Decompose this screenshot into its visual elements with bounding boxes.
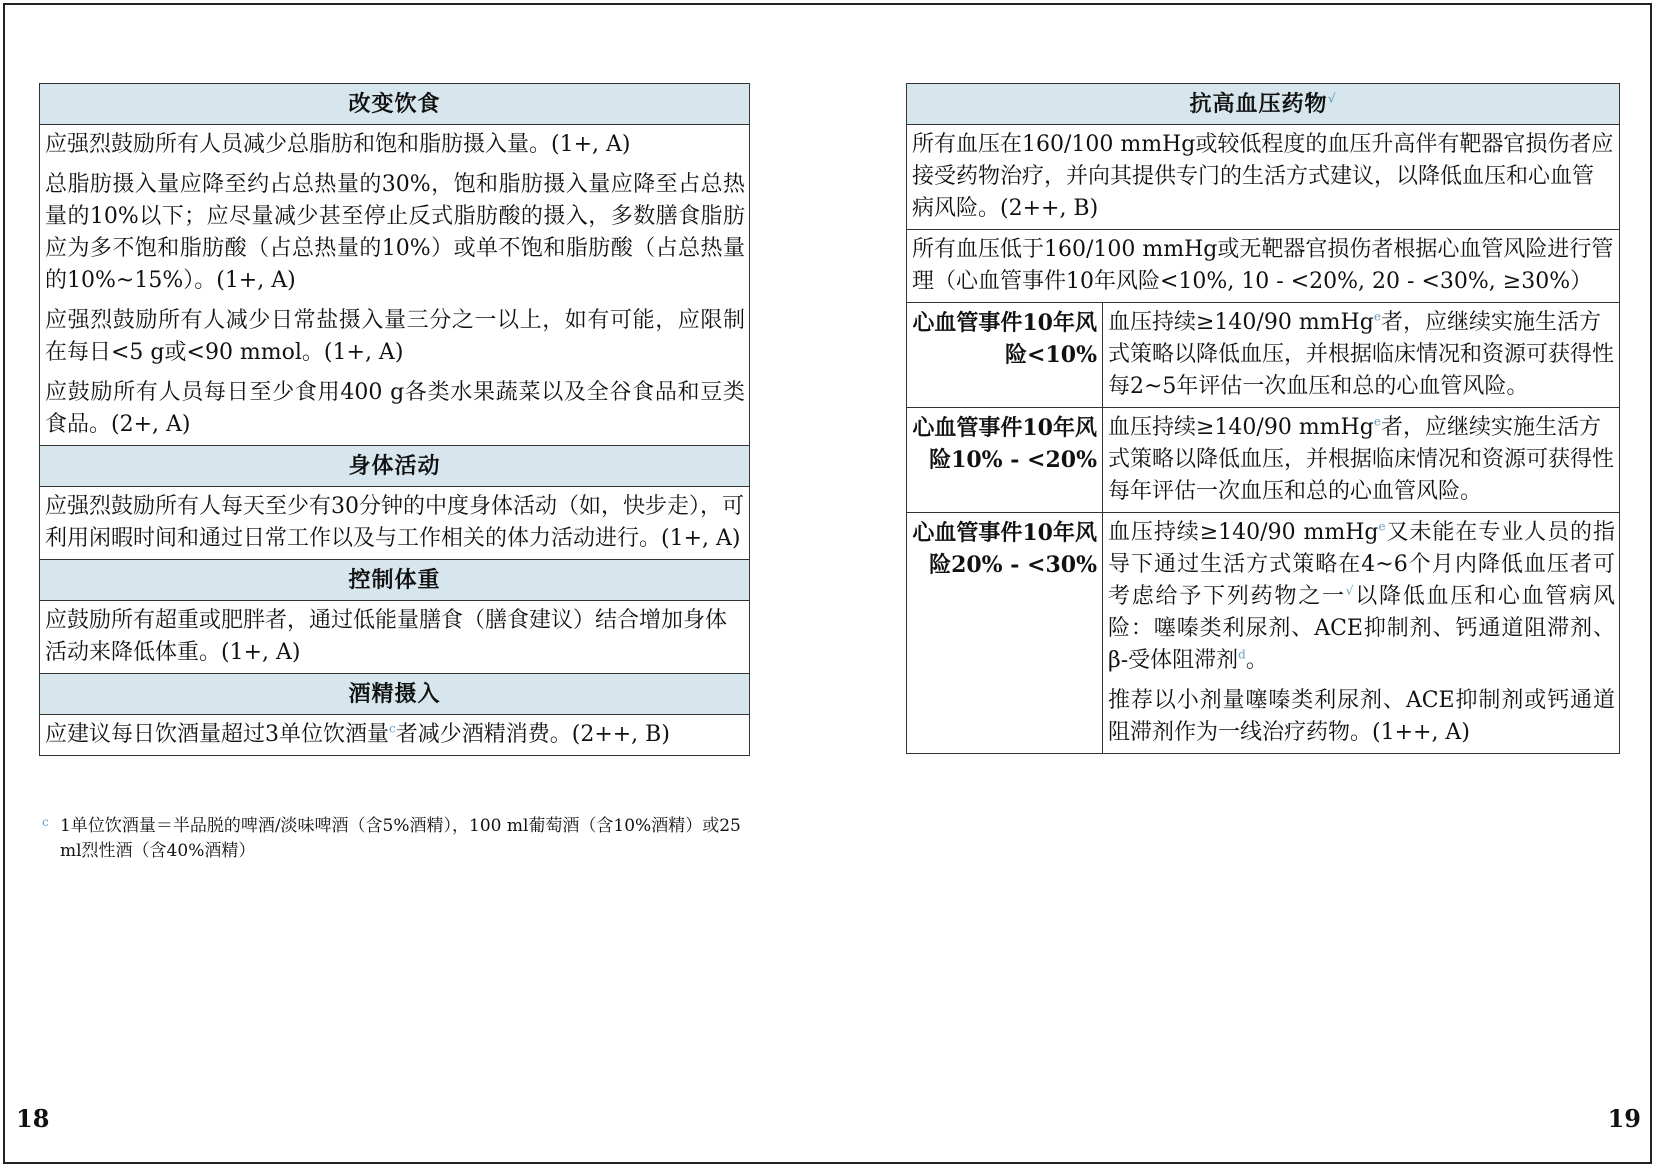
section-header-alcohol: 酒精摄入 bbox=[40, 674, 750, 715]
risk-label: 心血管事件10年风险20% - <30% bbox=[907, 513, 1103, 754]
weight-text: 应鼓励所有超重或肥胖者，通过低能量膳食（膳食建议）结合增加身体活动来降低体重。(1+, A) bbox=[40, 601, 750, 674]
section-header-weight: 控制体重 bbox=[40, 560, 750, 601]
title-superscript: √ bbox=[1327, 91, 1337, 106]
risk-label: 心血管事件10年风险10% - <20% bbox=[907, 408, 1103, 513]
footnote-mark: c bbox=[42, 815, 49, 829]
risk-label: 心血管事件10年风险<10% bbox=[907, 303, 1103, 408]
intro-paragraph-1: 所有血压在160/100 mmHg或较低程度的血压升高伴有靶器官损伤者应接受药物治疗，并向其提供专门的生活方式建议，以降低血压和心血管病风险。(2++, B) bbox=[907, 125, 1620, 230]
footnote-text: 1单位饮酒量＝半品脱的啤酒/淡味啤酒（含5%酒精），100 ml葡萄酒（含10%酒精）或25 ml烈性酒（含40%酒精） bbox=[60, 816, 741, 861]
alcohol-text: 应建议每日饮酒量超过3单位饮酒量$^c$者减少酒精消费。(2++, B) bbox=[40, 715, 750, 756]
risk-advice: 血压持续≥140/90 mmHg$^e$者，应继续实施生活方式策略以降低血压，并根据临床情况和资源可获得性每年评估一次血压和总的心血管风险。 bbox=[1103, 408, 1620, 513]
diet-item: 应强烈鼓励所有人减少日常盐摄入量三分之一以上，如有可能，应限制在每日<5 g或<90 mmol。(1+, A) bbox=[45, 308, 745, 365]
diet-content bbox=[40, 125, 750, 446]
risk-advice bbox=[1103, 513, 1620, 754]
diet-item: 总脂肪摄入量应降至约占总热量的30%，饱和脂肪摄入量应降至占总热量的10%以下；应尽量减少甚至停止反式脂肪酸的摄入，多数膳食脂肪应为多不饱和脂肪酸（占总热量的10%）或单不饱和脂肪酸（占总热量的10%~15%）。(1+, A) bbox=[45, 172, 745, 293]
section-header-diet: 改变饮食 bbox=[40, 84, 750, 125]
lifestyle-table bbox=[39, 83, 750, 756]
activity-text: 应强烈鼓励所有人每天至少有30分钟的中度身体活动（如，快步走），可利用闲暇时间和通过日常工作以及与工作相关的体力活动进行。(1+, A) bbox=[40, 487, 750, 560]
page-number-left: 18 bbox=[16, 1104, 50, 1133]
section-header-activity: 身体活动 bbox=[40, 446, 750, 487]
diet-item: 应鼓励所有人员每日至少食用400 g各类水果蔬菜以及全谷食品和豆类食品。(2+, A) bbox=[45, 380, 745, 437]
page-number-right: 19 bbox=[1607, 1104, 1641, 1133]
footnote-ref: c bbox=[389, 721, 396, 736]
table-title: 抗高血压药物√ bbox=[907, 84, 1620, 125]
risk-advice: 血压持续≥140/90 mmHg$^e$者，应继续实施生活方式策略以降低血压，并根据临床情况和资源可获得性每2~5年评估一次血压和总的心血管风险。 bbox=[1103, 303, 1620, 408]
advice-paragraph: 血压持续≥140/90 mmHg$^e$又未能在专业人员的指导下通过生活方式策略在4~6个月内降低血压者可考虑给予下列药物之一√以降低血压和心血管病风险：噻嗪类利尿剂、ACE抑制剂、钙通道阻滞剂、β-受体阻滞剂$^d$。 bbox=[1108, 519, 1615, 673]
intro-paragraph-2: 所有血压低于160/100 mmHg或无靶器官损伤者根据心血管风险进行管理（心血管事件10年风险<10%, 10 - <20%, 20 - <30%, ≥30%） bbox=[907, 230, 1620, 303]
diet-item: 应强烈鼓励所有人员减少总脂肪和饱和脂肪摄入量。(1+, A) bbox=[45, 132, 631, 157]
antihypertensive-table bbox=[906, 83, 1620, 754]
advice-paragraph: 推荐以小剂量噻嗪类利尿剂、ACE抑制剂或钙通道阻滞剂作为一线治疗药物。(1++, A) bbox=[1108, 688, 1615, 745]
